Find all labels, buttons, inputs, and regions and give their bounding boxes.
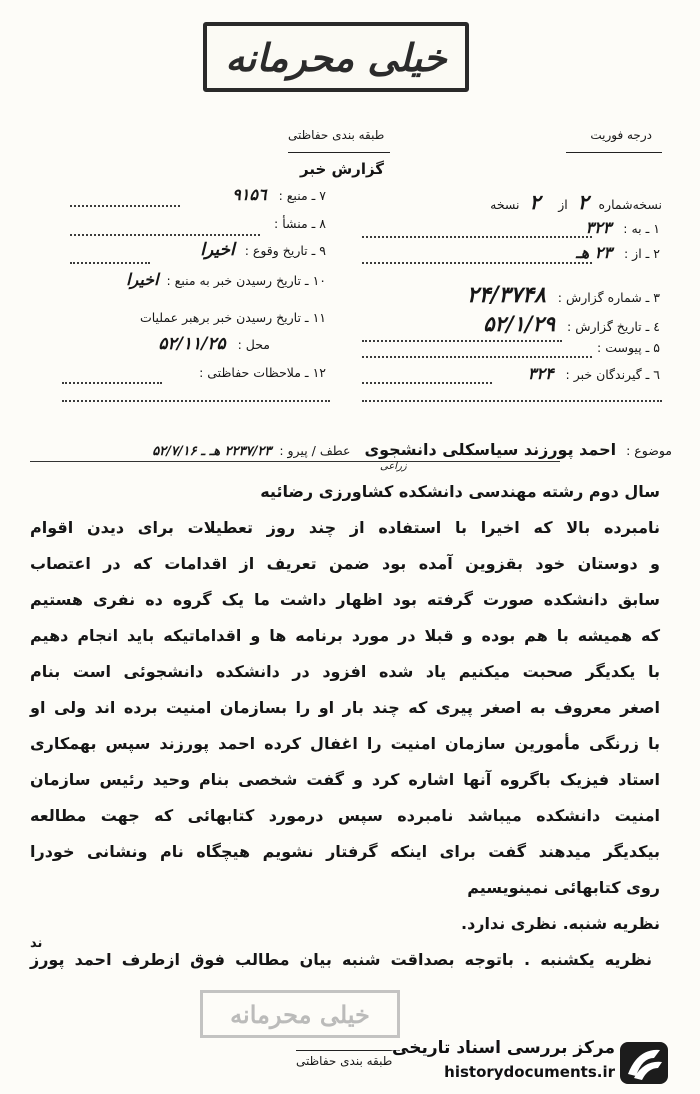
field-operations-received-date xyxy=(64,310,326,325)
field-origin xyxy=(70,216,326,231)
field-value: ۲۳ هـ xyxy=(576,243,612,262)
field-value: ۲۴/۳۷۴۸ xyxy=(466,282,546,308)
field-value: اخیرا xyxy=(200,240,235,260)
top-secret-stamp: خیلی محرمانه xyxy=(203,22,469,92)
field-source-received-date xyxy=(64,270,326,289)
field-value: ۵۲/۱۱/۲۵ xyxy=(158,334,226,354)
field-security-notes xyxy=(70,365,326,380)
copy-number-label: نسخه‌شماره xyxy=(598,197,662,212)
field-label: ٦ ـ گیرندگان خبر : xyxy=(565,367,660,382)
subject-label: موضوع : xyxy=(626,443,672,458)
field-label: ۱ ـ به : xyxy=(623,221,660,236)
classification-underline xyxy=(288,152,390,153)
body-line: با زرنگی مأمورین سازمان امنیت را اغفال کرده احمد پورزند سپس بهمکاری xyxy=(30,734,660,753)
opinion-line: نظریه شنبه. نظری ندارد. xyxy=(461,914,660,933)
field-recipients xyxy=(360,364,660,383)
field-label: ۱۲ ـ ملاحظات حفاظتی : xyxy=(199,365,326,380)
field-label: ۸ ـ منشأ : xyxy=(274,216,326,231)
field-label: ۱۱ ـ تاریخ رسیدن خبر برهبر عملیات xyxy=(139,310,326,325)
field-label: ۱۰ ـ تاریخ رسیدن خبر به منبع : xyxy=(166,273,326,288)
field-value: ۳۲۴ xyxy=(527,364,554,383)
field-place xyxy=(64,334,270,354)
field-from xyxy=(360,243,660,262)
body-line: با یکدیگر صحبت میکنیم یاد شده افزود در دانشکده دانشجوئی است بنام xyxy=(30,662,660,681)
field-label: ۳ ـ شماره گزارش : xyxy=(557,290,660,305)
report-title: گزارش خبر xyxy=(300,160,385,178)
body-line: سال دوم رشته مهندسی دانشکده کشاورزی رضائیه xyxy=(260,482,660,501)
field-occurrence-date xyxy=(70,240,326,260)
field-value: ۹۱۵٦ xyxy=(232,185,267,204)
body-line: سابق دانشکده صورت گرفته بود اظهار داشت ما یک گروه ده نفری هستیم xyxy=(30,590,660,609)
body-line: که همیشه با هم بوده و قبلا در مورد برنامه ها و اقداماتیکه باید انجام دهیم xyxy=(30,626,660,645)
reference-label: عطف / پیرو : xyxy=(279,443,351,458)
body-line: و دوستان خود بقزوین آمده بود ضمن تعریف از اقدامات که در اعتصاب xyxy=(30,554,660,573)
field-label: ۹ ـ تاریخ وقوع : xyxy=(244,243,326,258)
field-label: ۷ ـ منبع : xyxy=(278,188,326,203)
field-source xyxy=(70,185,326,204)
watermark-url: historydocuments.ir xyxy=(444,1063,615,1081)
priority-label: درجه فوریت xyxy=(590,128,652,142)
priority-underline xyxy=(566,152,662,153)
field-label: محل : xyxy=(237,337,270,352)
copy-line xyxy=(342,190,662,214)
body-line: اصغر معروف به اصغر پیری که چند بار او را بسازمان امنیت برده اند ولی او xyxy=(30,698,660,717)
margin-fragment: ند xyxy=(30,936,43,951)
watermark-title: مرکز بررسی اسناد تاریخی xyxy=(392,1038,615,1058)
copy-number-value: ۲ xyxy=(577,190,589,214)
copy-word: نسخه xyxy=(490,197,520,212)
body-line: نامبرده بالا که اخیرا با استفاده از چند روز تعطیلات برای دیدن اقوام xyxy=(30,518,660,537)
handwritten-insert: زراعی xyxy=(380,461,407,472)
field-value: اخیرا xyxy=(126,270,159,289)
field-report-number xyxy=(330,282,660,308)
of-value: ۲ xyxy=(529,190,541,214)
field-attachment xyxy=(360,340,660,355)
field-report-date xyxy=(330,311,660,336)
field-label: ۵ ـ پیوست : xyxy=(597,340,660,355)
field-to xyxy=(360,218,660,237)
field-value: ۵۲/۱/۲۹ xyxy=(483,311,556,336)
field-label: ٤ ـ تاریخ گزارش : xyxy=(567,319,660,334)
body-line: امنیت دانشکده میباشد نامبرده سپس درمورد کتابهائی که جهت مطالعه xyxy=(30,806,660,825)
reference-value: ۲۲۳۷/۲۳ هـ ـ ۵۲/۷/۱۶ xyxy=(152,444,272,459)
opinion-line: نظریه یکشنبه . باتوجه بصداقت شنبه بیان مطالب فوق ازطرف احمد پورز xyxy=(30,950,652,969)
of-label: از xyxy=(558,197,568,212)
subject-line xyxy=(22,440,672,459)
classification-label: طبقه بندی حفاظتی xyxy=(288,128,385,142)
field-value: ۳۲۳ xyxy=(585,218,612,237)
body-line: بیکدیگر میدهند گفت برای اینکه گرفتار نشویم هیچگاه نام ونشانی خودرا xyxy=(30,842,660,861)
history-documents-logo-icon xyxy=(618,1040,670,1086)
body-line: استاد فیزیک باگروه آنها اشاره کرد و گفت شخصی بنام وحید رئیس سازمان xyxy=(30,770,660,789)
subject-value: احمد پورزند سیاسکلی دانشجوی xyxy=(364,440,617,459)
body-line: روی کتابهائی نمینویسیم xyxy=(467,878,660,897)
footer-classification: طبقه بندی حفاظتی xyxy=(296,1054,393,1068)
field-label: ۲ ـ از : xyxy=(623,246,660,261)
bottom-faded-stamp: خیلی محرمانه xyxy=(200,990,400,1038)
